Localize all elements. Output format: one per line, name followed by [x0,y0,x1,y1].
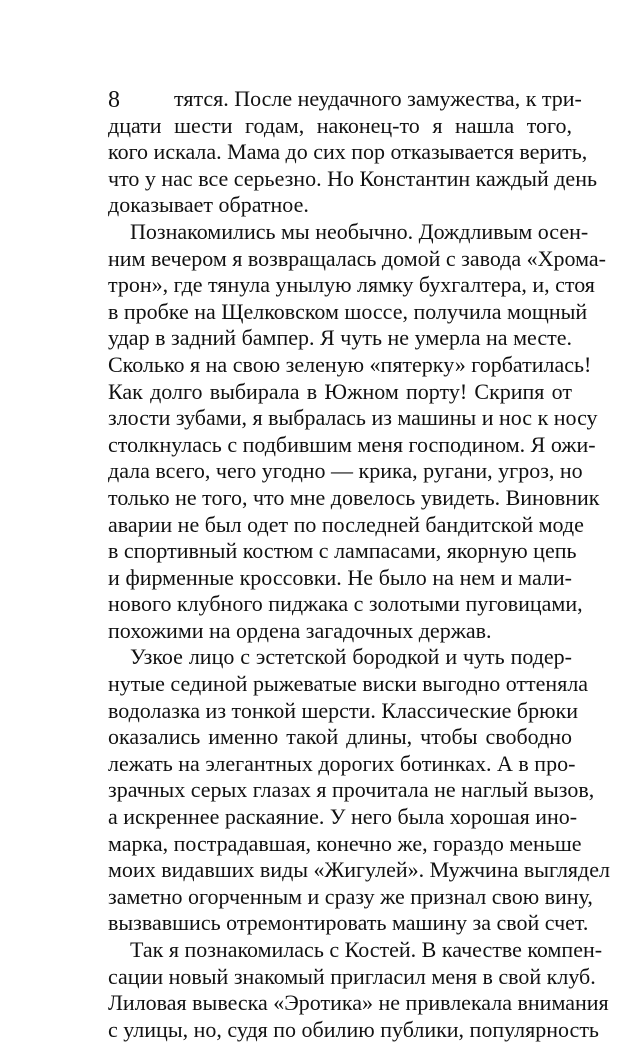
text-line: удар в задний бампер. Я чуть не умерла на месте. [108,325,572,351]
text-line: кого искала. Мама до сих пор отказывается верить, [108,139,588,165]
text-line: злости зубами, я выбралась из машины и нос к носу [108,405,598,431]
text-line: нутые сединой рыжеватые виски выгодно оттеняла [108,671,589,697]
text-line: дцати шести годам, наконец-то я нашла того, [108,112,572,138]
text-line: доказывает обратное. [108,192,309,218]
text-line: нового клубного пиджака с золотыми пуговицами, [108,591,583,617]
text-line: водолазка из тонкой шерсти. Классические брюки [108,697,579,723]
text-line: с улицы, но, судя по обилию публики, популярность [108,1016,599,1042]
text-line: марка, пострадавшая, конечно же, гораздо меньше [108,830,582,856]
text-line: Сколько я на свою зеленую «пятерку» горбатилась! [108,351,592,377]
text-line: ним вечером я возвращалась домой с завода «Хрома- [108,245,606,271]
text-line: лежать на элегантных дорогих ботинках. А в про- [108,750,576,776]
text-line: Лиловая вывеска «Эротика» не привлекала внимания [108,990,609,1016]
text-line: сации новый знакомый пригласил меня в свой клуб. [108,963,596,989]
text-line: трон», где тянула унылую лямку бухгалтера, и, стоя [108,272,595,298]
text-line: в пробке на Щелковском шоссе, получила мощный [108,298,588,324]
text-line: заметно огорченным и сразу же признал свою вину, [108,883,593,909]
text-line: оказались именно такой длины, чтобы свободно [108,724,572,750]
paragraph [108,86,597,219]
paragraph [108,937,609,1043]
text-line: Так я познакомилась с Костей. В качестве компен- [130,937,603,962]
text-line: Узкое лицо с эстетской бородкой и чуть подер- [130,644,572,670]
text-line: и фирменные кроссовки. Не было на нем и мали- [108,564,572,590]
text-line: а искреннее раскаяние. У него была хорошая ино- [108,804,578,830]
page-number: 8 [108,87,120,113]
text-line: аварии не был одет по последней бандитской моде [108,511,584,537]
text-line: Как долго выбирала в Южном порту! Скрипя от [108,378,572,404]
text-line: Познакомились мы необычно. Дождливым осен- [130,218,589,244]
text-line: только не того, что мне довелось увидеть. Виновник [108,484,600,510]
text-line: вызвавшись отремонтировать машину за свой счет. [108,910,589,936]
text-line: зрачных серых глазах я прочитала не наглый вызов, [108,777,595,803]
text-line: моих видавших виды «Жигулей». Мужчина выглядел [108,857,610,883]
body-text [108,86,610,1043]
text-line: в спортивный костюм с лампасами, якорную цепь [108,538,577,564]
paragraph [108,218,606,645]
paragraph [108,644,610,937]
text-line: похожими на ордена загадочных держав. [108,617,492,643]
text-line: что у нас все серьезно. Но Константин каждый день [108,165,597,191]
text-line: дала всего, чего угодно — крика, ругани, угроз, но [108,458,583,484]
text-line: столкнулась с подбившим меня господином. Я ожи- [108,431,596,457]
text-line: тятся. После неудачного замужества, к три- [174,86,582,111]
